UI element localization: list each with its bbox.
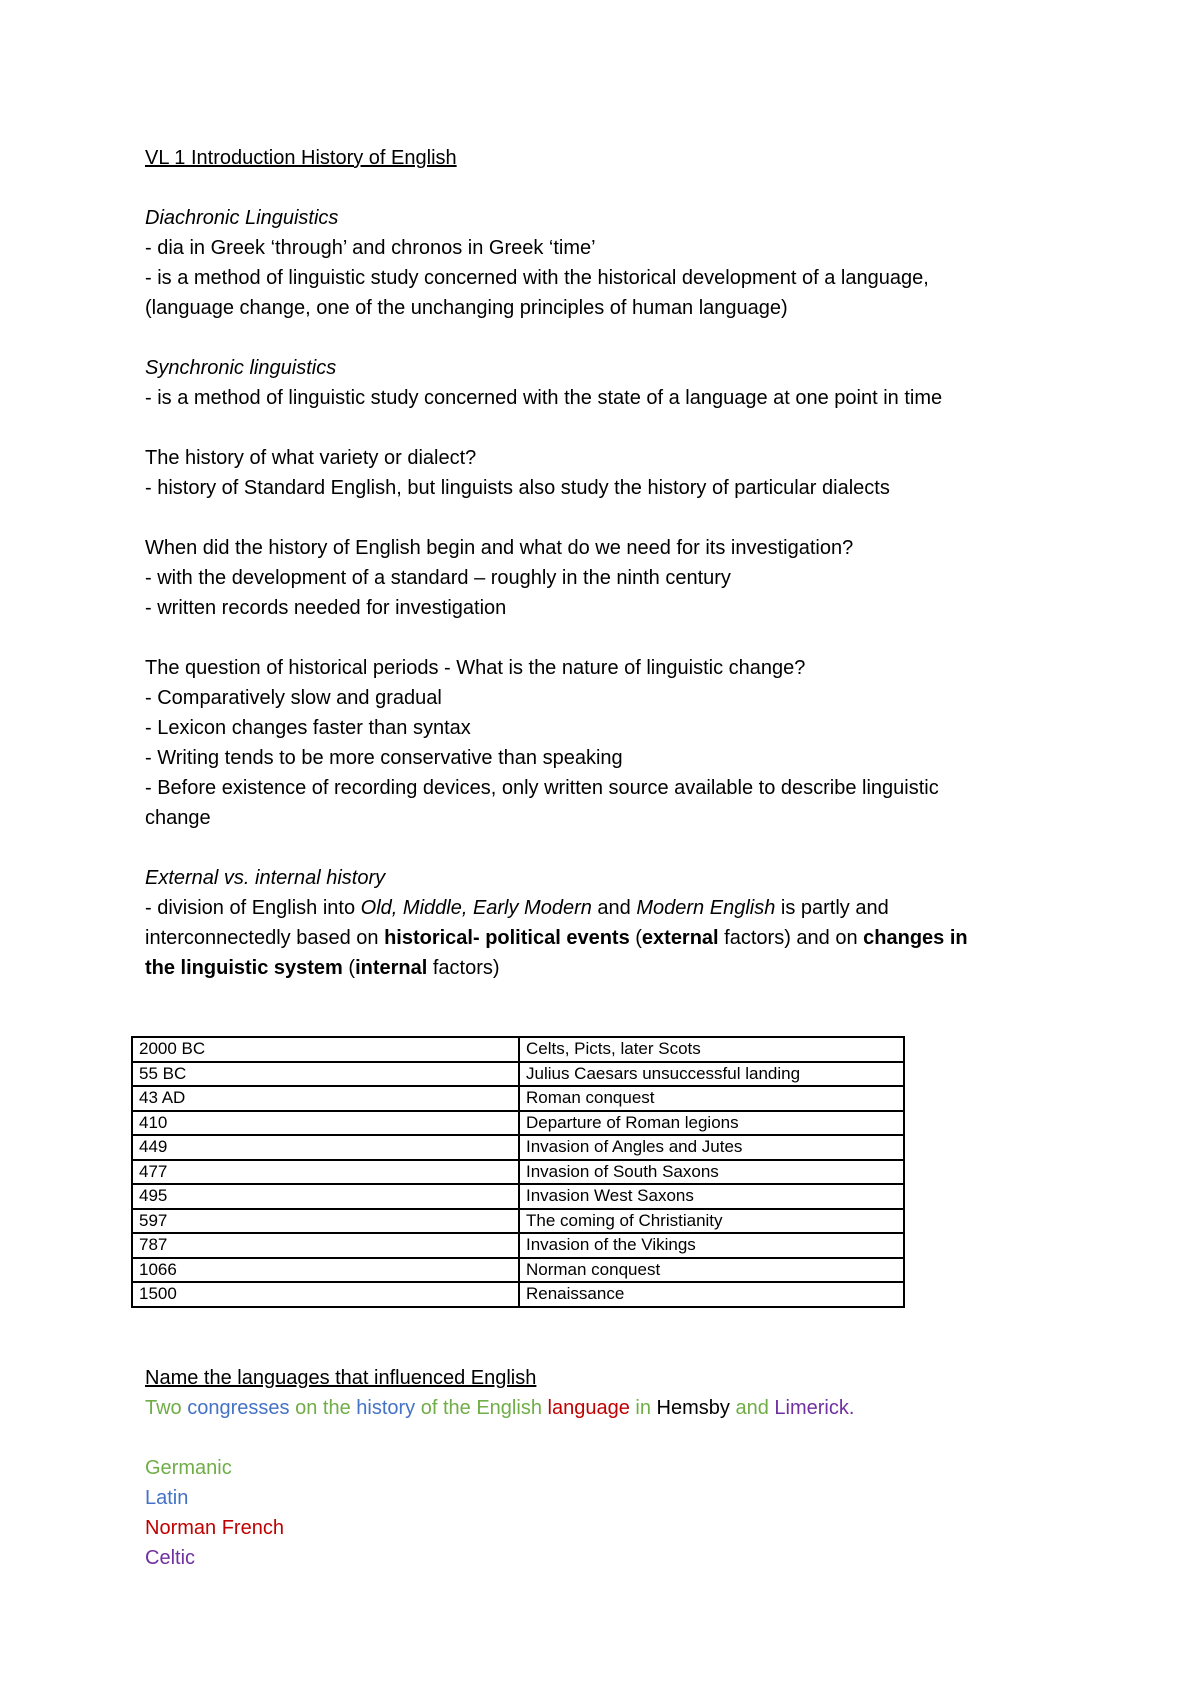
table-row (132, 1037, 904, 1062)
language-latin: Latin (145, 1487, 189, 1509)
event-cell: Invasion of South Saxons (519, 1160, 904, 1185)
language-celtic: Celtic (145, 1547, 196, 1569)
page-title: VL 1 Introduction History of English (145, 147, 457, 169)
mnemonic-word: on the (295, 1397, 351, 1419)
date-cell: 1500 (132, 1282, 519, 1307)
table-row (132, 1282, 904, 1307)
external-line-1: - division of English into Old, Middle, Early Modern and Modern English is partly and (145, 897, 889, 919)
periods-line-2: - Lexicon changes faster than syntax (145, 717, 471, 739)
periods-line-4: - Before existence of recording devices, only written source available to describe linguistic (145, 777, 939, 799)
date-cell: 43 AD (132, 1086, 519, 1111)
periods-line-5: change (145, 807, 211, 829)
table-row (132, 1160, 904, 1185)
diachronic-heading: Diachronic Linguistics (145, 207, 339, 229)
languages-section (145, 1363, 1065, 1573)
table-row (132, 1086, 904, 1111)
periods-line-1: - Comparatively slow and gradual (145, 687, 442, 709)
event-cell: Invasion of Angles and Jutes (519, 1135, 904, 1160)
external-line-2: interconnectedly based on historical- political events (external factors) and on changes in (145, 927, 968, 949)
event-cell: Invasion West Saxons (519, 1184, 904, 1209)
date-cell: 597 (132, 1209, 519, 1234)
event-cell: Invasion of the Vikings (519, 1233, 904, 1258)
table-row (132, 1184, 904, 1209)
periods-question: The question of historical periods - What is the nature of linguistic change? (145, 657, 806, 679)
event-cell: Renaissance (519, 1282, 904, 1307)
date-cell: 449 (132, 1135, 519, 1160)
event-cell: Celts, Picts, later Scots (519, 1037, 904, 1062)
mnemonic-word: in (635, 1397, 651, 1419)
variety-question: The history of what variety or dialect? (145, 447, 477, 469)
event-cell: Departure of Roman legions (519, 1111, 904, 1136)
mnemonic-word: Two (145, 1397, 182, 1419)
date-cell: 55 BC (132, 1062, 519, 1087)
variety-line-1: - history of Standard English, but linguists also study the history of particular dialects (145, 477, 890, 499)
date-cell: 410 (132, 1111, 519, 1136)
mnemonic-word: and (735, 1397, 769, 1419)
event-cell: Roman conquest (519, 1086, 904, 1111)
languages-heading: Name the languages that influenced English (145, 1367, 537, 1389)
language-norman-french: Norman French (145, 1517, 284, 1539)
begin-line-2: - written records needed for investigation (145, 597, 507, 619)
mnemonic-word: language (547, 1397, 630, 1419)
mnemonic-sentence (145, 1393, 1065, 1423)
table-row (132, 1258, 904, 1283)
external-heading: External vs. internal history (145, 867, 386, 889)
mnemonic-word: history (356, 1397, 416, 1419)
table-row (132, 1233, 904, 1258)
date-cell: 1066 (132, 1258, 519, 1283)
notes-body (145, 143, 1065, 983)
mnemonic-word: of the (420, 1397, 471, 1419)
synchronic-heading: Synchronic linguistics (145, 357, 337, 379)
diachronic-line-3: (language change, one of the unchanging principles of human language) (145, 297, 788, 319)
mnemonic-word: Hemsby (656, 1397, 730, 1419)
event-cell: The coming of Christianity (519, 1209, 904, 1234)
date-cell: 787 (132, 1233, 519, 1258)
mnemonic-word: congresses (187, 1397, 290, 1419)
mnemonic-word: English (476, 1397, 542, 1419)
diachronic-line-1: - dia in Greek ‘through’ and chronos in Greek ‘time’ (145, 237, 596, 259)
date-cell: 2000 BC (132, 1037, 519, 1062)
periods-line-3: - Writing tends to be more conservative than speaking (145, 747, 623, 769)
table-row (132, 1062, 904, 1087)
diachronic-line-2: - is a method of linguistic study concerned with the historical development of a language, (145, 267, 929, 289)
mnemonic-word: Limerick. (774, 1397, 855, 1419)
table-row (132, 1209, 904, 1234)
date-cell: 495 (132, 1184, 519, 1209)
begin-question: When did the history of English begin and what do we need for its investigation? (145, 537, 854, 559)
language-germanic: Germanic (145, 1457, 232, 1479)
date-cell: 477 (132, 1160, 519, 1185)
event-cell: Norman conquest (519, 1258, 904, 1283)
event-cell: Julius Caesars unsuccessful landing (519, 1062, 904, 1087)
table-row (132, 1111, 904, 1136)
begin-line-1: - with the development of a standard – roughly in the ninth century (145, 567, 731, 589)
external-line-3: the linguistic system (internal factors) (145, 957, 500, 979)
timeline-table (131, 1036, 905, 1308)
table-row (132, 1135, 904, 1160)
synchronic-line-1: - is a method of linguistic study concerned with the state of a language at one point in time (145, 387, 943, 409)
